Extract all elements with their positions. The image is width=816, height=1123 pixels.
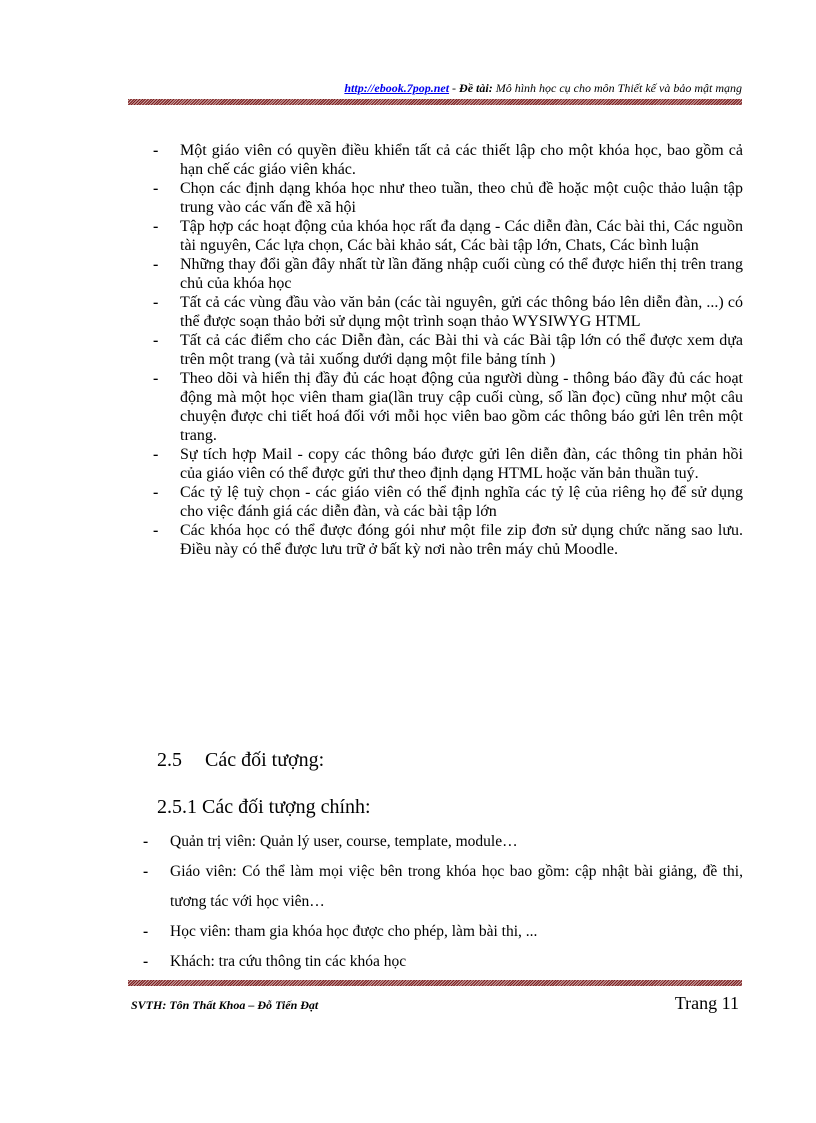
list-item [153,445,743,483]
bullet-dash: - [153,370,159,387]
list-item [153,179,743,217]
topic-label: Đề tài: [459,81,493,95]
bullet-dash: - [153,218,159,235]
topic-text: Mô hình học cụ cho môn Thiết kế và bảo mật mạng [492,81,742,95]
list-item [153,483,743,521]
bullet-dash: - [143,833,149,850]
bullet-dash: - [153,142,159,159]
list-item-text: Các tỷ lệ tuỳ chọn - các giáo viên có thể định nghĩa các tỷ lệ của riêng họ để sử dụng cho việc đánh giá các diễn đàn, và các bài tập lớn [180,484,743,520]
list-item-text: Khách: tra cứu thông tin các khóa học [170,953,407,970]
list-item [143,917,743,947]
list-item-text: Giáo viên: Có thể làm mọi việc bên trong khóa học bao gồm: cập nhật bài giảng, đề thi, tương tác với học viên… [170,863,743,910]
bullet-dash: - [143,863,149,880]
list-item-text: Tất cả các vùng đầu vào văn bản (các tài nguyên, gửi các thông báo lên diễn đàn, ...) có thể được soạn thảo bởi sử dụng một trình soạn thảo WYSIWYG HTML [180,294,743,330]
list-item-text: Các khóa học có thể được đóng gói như một file zip đơn sử dụng chức năng sao lưu. Điều này có thể được lưu trữ ở bất kỳ nơi nào trên máy chủ Moodle. [180,522,743,558]
section-heading [157,749,324,772]
bullet-dash: - [153,522,159,539]
header-rule [128,99,742,105]
bullet-dash: - [143,923,149,940]
list-item-text: Sự tích hợp Mail - copy các thông báo được gửi lên diễn đàn, các thông tin phản hồi của giáo viên có thể được gửi thư theo định dạng HTML hoặc văn bản thuần tuý. [180,446,743,482]
bullet-dash: - [143,953,149,970]
section-title: Các đối tượng: [205,749,325,771]
list-item [153,217,743,255]
bullet-dash: - [153,180,159,197]
list-item [143,857,743,917]
actor-list [143,827,743,977]
list-item-text: Những thay đổi gần đây nhất từ lần đăng nhập cuối cùng có thể được hiển thị trên trang chủ của khóa học [180,256,743,292]
list-item-text: Tất cả các điểm cho các Diễn đàn, các Bài thi và các Bài tập lớn có thể được xem dựa trên một trang (và tải xuống dưới dạng một file bảng tính ) [180,332,743,368]
list-item [153,141,743,179]
header-separator: - [449,81,460,95]
list-item [153,293,743,331]
page-number: Trang 11 [674,993,739,1013]
list-item-text: Một giáo viên có quyền điều khiển tất cả các thiết lập cho một khóa học, bao gồm cả hạn chế các giáo viên khác. [180,142,743,178]
list-item-text: Tập hợp các hoạt động của khóa học rất đa dạng - Các diễn đàn, Các bài thi, Các nguồn tài nguyên, Các lựa chọn, Các bài khảo sát, Các bài tập lớn, Chats, Các bình luận [180,218,743,254]
list-item [153,331,743,369]
list-item [153,521,743,559]
list-item [153,369,743,445]
page-header [120,81,742,96]
section-number: 2.5 [157,749,182,771]
list-item [143,827,743,857]
list-item [153,255,743,293]
feature-list [153,141,743,559]
list-item-text: Theo dõi và hiển thị đầy đủ các hoạt động của người dùng - thông báo đầy đủ các hoạt động mà một học viên tham gia(lần truy cập cuối cùng, số lần đọc) cũng như một câu chuyện được chi tiết hoá đối với mỗi học viên bao gồm các thông báo gửi lên trên một trang. [180,370,743,444]
list-item-text: Chọn các định dạng khóa học như theo tuần, theo chủ đề hoặc một cuộc thảo luận tập trung vào các vấn đề xã hội [180,180,743,216]
footer-rule [128,980,742,986]
list-item-text: Quản trị viên: Quản lý user, course, template, module… [170,833,518,850]
ebook-link[interactable]: http://ebook.7pop.net [344,81,450,95]
bullet-dash: - [153,294,159,311]
bullet-dash: - [153,484,159,501]
subsection-heading: 2.5.1 Các đối tượng chính: [157,796,371,818]
list-item-text: Học viên: tham gia khóa học được cho phép, làm bài thi, ... [170,923,538,940]
bullet-dash: - [153,446,159,463]
footer-authors: SVTH: Tôn Thất Khoa – Đỗ Tiến Đạt [131,998,319,1012]
bullet-dash: - [153,256,159,273]
bullet-dash: - [153,332,159,349]
list-item [143,947,743,977]
